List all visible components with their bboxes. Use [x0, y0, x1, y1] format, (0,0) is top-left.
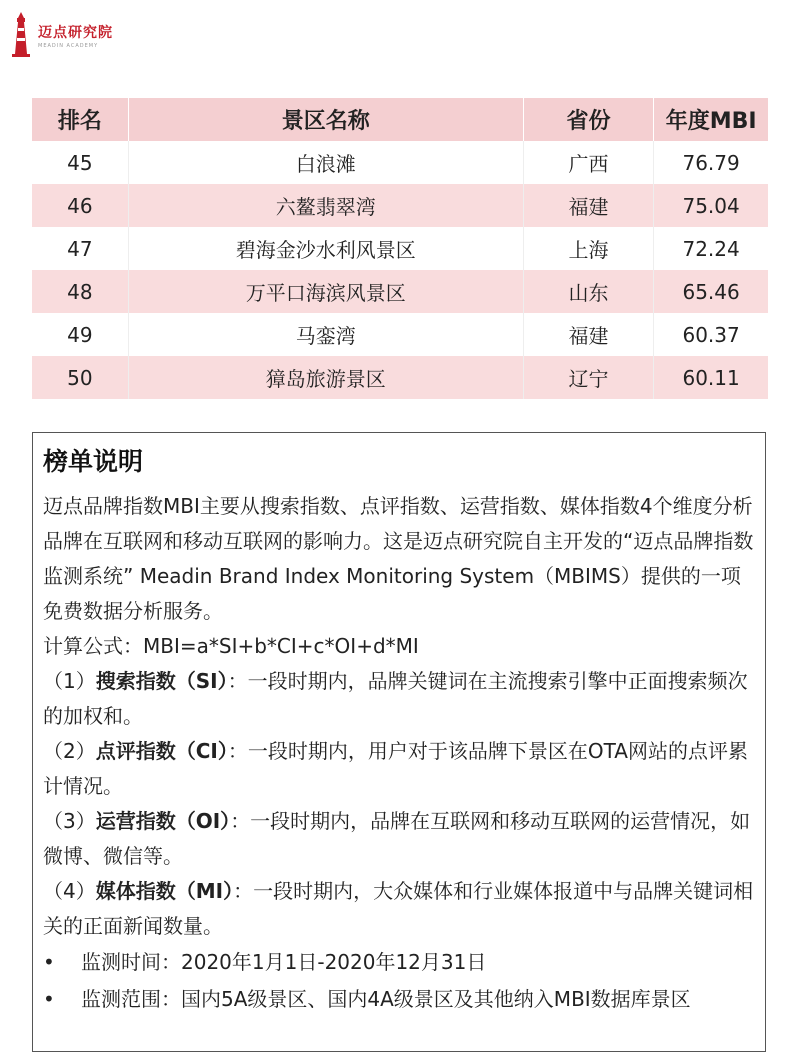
item-term: 点评指数（CI）: [95, 739, 228, 763]
item-desc: ：一段时期内，品牌在互联网和移动互联网的运营情况，如微博、微信等。: [43, 809, 751, 868]
cell-province: 辽宁: [523, 356, 653, 399]
table-row: [32, 227, 768, 270]
notes-item-search-index: [43, 664, 755, 734]
cell-mbi: 76.79: [654, 141, 768, 184]
bullet-icon: •: [43, 987, 55, 1011]
logo-text: 迈点研究院: [38, 25, 113, 41]
notes-bullet-scope: [43, 981, 755, 1018]
header-province: 省份: [523, 98, 653, 141]
bullet-icon: •: [43, 950, 55, 974]
item-prefix: （1）: [43, 669, 96, 693]
table-row: [32, 141, 768, 184]
cell-scenic-name: 六鳌翡翠湾: [128, 184, 523, 227]
table-header-row: [32, 98, 768, 141]
cell-scenic-name: 碧海金沙水利风景区: [128, 227, 523, 270]
bullet-text: 监测范围：国内5A级景区、国内4A级景区及其他纳入MBI数据库景区: [81, 987, 691, 1011]
cell-scenic-name: 马銮湾: [128, 313, 523, 356]
cell-scenic-name: 万平口海滨风景区: [128, 270, 523, 313]
table-row: [32, 356, 768, 399]
cell-rank: 47: [32, 227, 128, 270]
ranking-notes-box: [32, 432, 766, 1052]
cell-rank: 49: [32, 313, 128, 356]
notes-item-operation-index: [43, 804, 755, 874]
cell-province: 山东: [523, 270, 653, 313]
item-prefix: （4）: [43, 879, 96, 903]
notes-bullet-period: [43, 944, 755, 981]
cell-scenic-name: 獐岛旅游景区: [128, 356, 523, 399]
notes-item-review-index: [43, 734, 755, 804]
cell-mbi: 60.37: [654, 313, 768, 356]
cell-province: 广西: [523, 141, 653, 184]
bullet-text: 监测时间：2020年1月1日-2020年12月31日: [81, 950, 487, 974]
cell-rank: 48: [32, 270, 128, 313]
header-annual-mbi: 年度MBI: [654, 98, 768, 141]
ranking-table: [32, 98, 768, 399]
header-scenic-name: 景区名称: [128, 98, 523, 141]
item-prefix: （2）: [43, 739, 96, 763]
notes-intro: 迈点品牌指数MBI主要从搜索指数、点评指数、运营指数、媒体指数4个维度分析品牌在互联网和移动互联网的影响力。这是迈点研究院自主开发的“迈点品牌指数监测系统” Meadin Brand Index Monitoring System（MBIMS）提供的一项免费数据分析服务。: [43, 494, 754, 623]
cell-rank: 50: [32, 356, 128, 399]
cell-mbi: 72.24: [654, 227, 768, 270]
item-term: 媒体指数（MI）: [95, 879, 234, 903]
lighthouse-logo-icon: [8, 10, 34, 62]
cell-province: 福建: [523, 184, 653, 227]
table-row: [32, 184, 768, 227]
cell-rank: 46: [32, 184, 128, 227]
item-prefix: （3）: [43, 809, 96, 833]
table-row: [32, 313, 768, 356]
cell-scenic-name: 白浪滩: [128, 141, 523, 184]
table-row: [32, 270, 768, 313]
item-desc: ：一段时期内，品牌关键词在主流搜索引擎中正面搜索频次的加权和。: [43, 669, 748, 728]
item-term: 运营指数（OI）: [95, 809, 231, 833]
cell-mbi: 60.11: [654, 356, 768, 399]
logo: [8, 10, 128, 62]
header-rank: 排名: [32, 98, 128, 141]
cell-mbi: 75.04: [654, 184, 768, 227]
cell-mbi: 65.46: [654, 270, 768, 313]
item-desc: ：一段时期内，大众媒体和行业媒体报道中与品牌关键词相关的正面新闻数量。: [43, 879, 754, 938]
cell-province: 福建: [523, 313, 653, 356]
notes-formula: 计算公式：MBI=a*SI+b*CI+c*OI+d*MI: [43, 634, 419, 658]
cell-rank: 45: [32, 141, 128, 184]
item-desc: ：一段时期内，用户对于该品牌下景区在OTA网站的点评累计情况。: [43, 739, 748, 798]
logo-subtext: MEADIN ACADEMY: [38, 43, 99, 49]
cell-province: 上海: [523, 227, 653, 270]
notes-item-media-index: [43, 874, 755, 944]
item-term: 搜索指数（SI）: [95, 669, 228, 693]
notes-title: 榜单说明: [43, 447, 144, 476]
